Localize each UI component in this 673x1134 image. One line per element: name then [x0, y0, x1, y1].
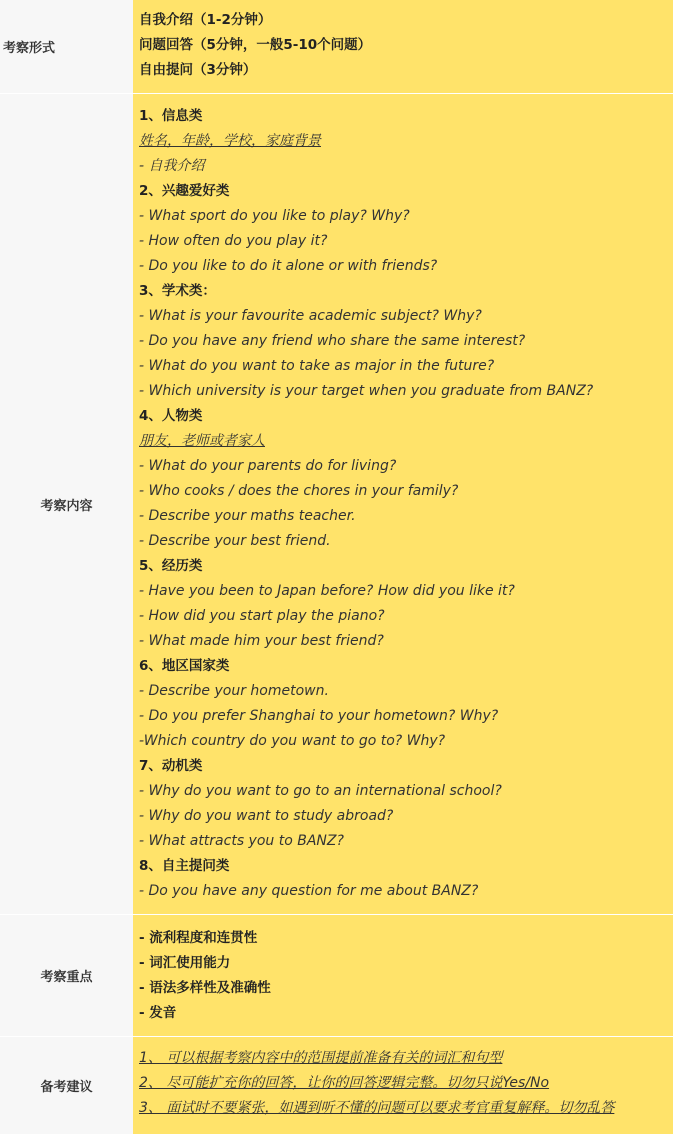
question-item: - Have you been to Japan before? How did you like it?	[139, 583, 515, 599]
category-heading: 3、学术类：	[139, 283, 216, 299]
question-item: - What is your favourite academic subject? Why?	[139, 308, 482, 324]
label-focus: 考察重点	[0, 915, 133, 1036]
category-heading: 1、信息类	[139, 108, 203, 124]
content-advice	[133, 1037, 673, 1134]
question-item: - How did you start play the piano?	[139, 608, 385, 624]
question-item: - Do you have any question for me about BANZ?	[139, 883, 479, 899]
question-item: - How often do you play it?	[139, 233, 328, 249]
category-heading: 7、动机类	[139, 758, 203, 774]
question-item: - Do you like to do it alone or with friends?	[139, 258, 438, 274]
format-line: 自我介绍（1-2分钟）	[139, 12, 272, 28]
question-item: - Do you have any friend who share the same interest?	[139, 333, 526, 349]
format-line: 问题回答（5分钟，一般5-10个问题）	[139, 37, 372, 53]
label-advice: 备考建议	[0, 1037, 133, 1134]
focus-item: - 词汇使用能力	[139, 955, 231, 971]
advice-item: 1、 可以根据考察内容中的范围提前准备有关的词汇和句型	[139, 1050, 503, 1066]
category-heading: 5、经历类	[139, 558, 203, 574]
advice-item: 3、 面试时不要紧张，如遇到听不懂的问题可以要求考官重复解释。切勿乱答	[139, 1100, 615, 1116]
row-focus	[0, 915, 673, 1037]
question-item: - What made him your best friend?	[139, 633, 384, 649]
question-item: - Which university is your target when you graduate from BANZ?	[139, 383, 594, 399]
advice-item: 2、 尽可能扩充你的回答，让你的回答逻辑完整。切勿只说Yes/No	[139, 1075, 550, 1091]
category-heading: 8、自主提问类	[139, 858, 230, 874]
format-line: 自由提问（3分钟）	[139, 62, 257, 78]
category-heading: 6、地区国家类	[139, 658, 230, 674]
question-item: - What sport do you like to play? Why?	[139, 208, 410, 224]
content-content	[133, 94, 673, 914]
category-note: 姓名，年龄，学校，家庭背景	[139, 133, 321, 149]
label-format: 考察形式	[0, 0, 133, 93]
label-content: 考察内容	[0, 94, 133, 914]
question-item: - Why do you want to study abroad?	[139, 808, 394, 824]
question-item: - Describe your best friend.	[139, 533, 331, 549]
category-heading: 2、兴趣爱好类	[139, 183, 230, 199]
question-item: - What do your parents do for living?	[139, 458, 397, 474]
question-item: - What do you want to take as major in the future?	[139, 358, 495, 374]
content-format	[133, 0, 673, 93]
question-item: - Why do you want to go to an international school?	[139, 783, 502, 799]
question-item: - Describe your hometown.	[139, 683, 329, 699]
question-item: - Do you prefer Shanghai to your hometown? Why?	[139, 708, 499, 724]
question-item: - Who cooks / does the chores in your family?	[139, 483, 459, 499]
category-heading: 4、人物类	[139, 408, 203, 424]
row-content	[0, 94, 673, 915]
question-item: - Describe your maths teacher.	[139, 508, 356, 524]
row-advice	[0, 1037, 673, 1134]
question-item: - What attracts you to BANZ?	[139, 833, 344, 849]
row-format	[0, 0, 673, 94]
focus-item: - 发音	[139, 1005, 177, 1021]
focus-item: - 流利程度和连贯性	[139, 930, 258, 946]
question-item: - 自我介绍	[139, 158, 205, 174]
focus-item: - 语法多样性及准确性	[139, 980, 271, 996]
content-focus	[133, 915, 673, 1036]
category-note: 朋友，老师或者家人	[139, 433, 265, 449]
question-item: -Which country do you want to go to? Why?	[139, 733, 446, 749]
